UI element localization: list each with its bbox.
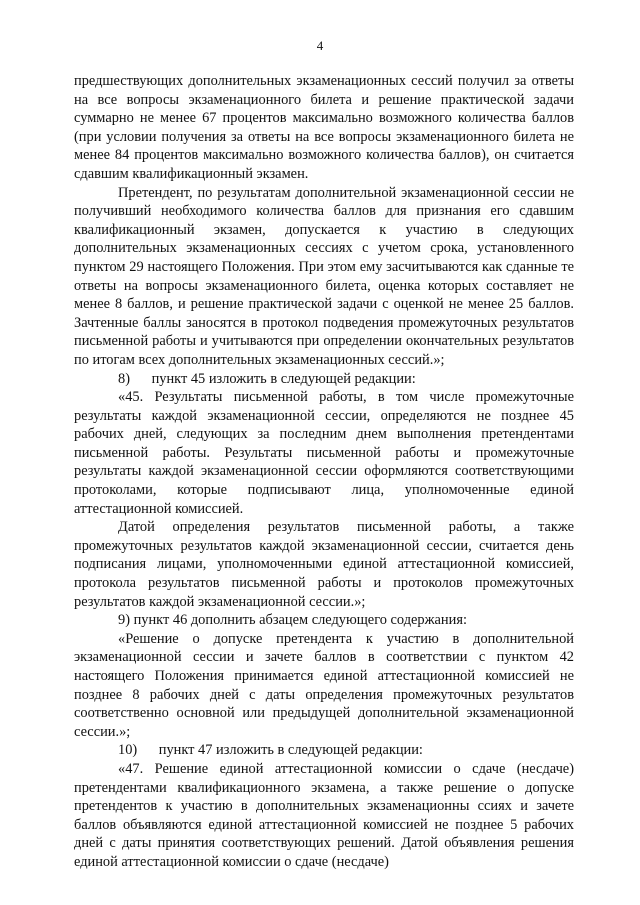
page-number: 4	[316, 38, 324, 53]
paragraph-applicant: Претендент, по результатам дополнительной экзаменационной сессии не получивший необходимого количества баллов для признания его сдавшим квалификационный экзамен, допускается к участию в следующих дополнительных экзаменационных сессиях с учетом срока, установленного пунктом 29 настоящего Положения. При этом ему засчитываются как сданные те ответы на вопросы экзаменационного билета, оценка которых составляет не менее 8 баллов, и решение практической задачи с оценкой не менее 25 баллов. Зачтенные баллы заносятся в протокол подведения промежуточных результатов письменной работы и учитываются при определении окончательных результатов по итогам всех дополнительных экзаменационных сессий.»;	[74, 184, 574, 368]
paragraph-date-definition: Датой определения результатов письменной работы, а также промежуточных результатов каждой экзаменационной сессии, считается день подписания лицами, уполномоченными единой аттестационной комиссией, протокола результатов письменной работы и протоколов промежуточных результатов каждой экзаменационной сессии.»;	[74, 519, 574, 610]
paragraph-admission-decision: «Решение о допуске претендента к участию в дополнительной экзаменационной сессии и зачете баллов в соответствии с пунктом 42 настоящего Положения принимается единой аттестационной комиссией не позднее 8 рабочих дней с даты определения промежуточных результатов соответственно основной или предыдущей дополнительной экзаменационной сессии.»;	[74, 630, 574, 740]
paragraph-point-45: «45. Результаты письменной работы, в том числе промежуточные результаты каждой экзаменационной сессии, определяются не позднее 45 рабочих дней, следующих за последним днем выполнения претендентами письменной работы. Результаты письменной работы и промежуточные результаты каждой экзаменационной сессии оформляются соответствующими протоколами, которые подписывают лица, уполномоченные единой аттестационной комиссией.	[74, 389, 574, 517]
item-8: 8) пункт 45 изложить в следующей редакции:	[118, 370, 416, 387]
paragraph-point-47: «47. Решение единой аттестационной комиссии о сдаче (несдаче) претендентами квалификационного экзамена, а также решение о допуске претендентов к участию в дополнительных экзаменационны ссиях и зачете баллов объявляются единой аттестационной комиссией не позднее 5 рабочих дней с даты принятия соответствующих решений. Датой объявления решения единой аттестационной комиссии о сдаче (несдаче)	[74, 760, 574, 870]
document-body	[74, 72, 574, 872]
paragraph-continuation: предшествующих дополнительных экзаменационных сессий получил за ответы на все вопросы экзаменационного билета и решение практической задачи суммарно не менее 67 процентов максимально возможного количества баллов (при условии получения за ответы на все вопросы экзаменационного билета не менее 84 процентов максимально возможного количества баллов), он считается сдавшим квалификационный экзамен.	[74, 73, 574, 182]
item-9: 9) пункт 46 дополнить абзацем следующего содержания:	[118, 612, 467, 629]
item-10: 10) пункт 47 изложить в следующей редакции:	[118, 742, 423, 759]
